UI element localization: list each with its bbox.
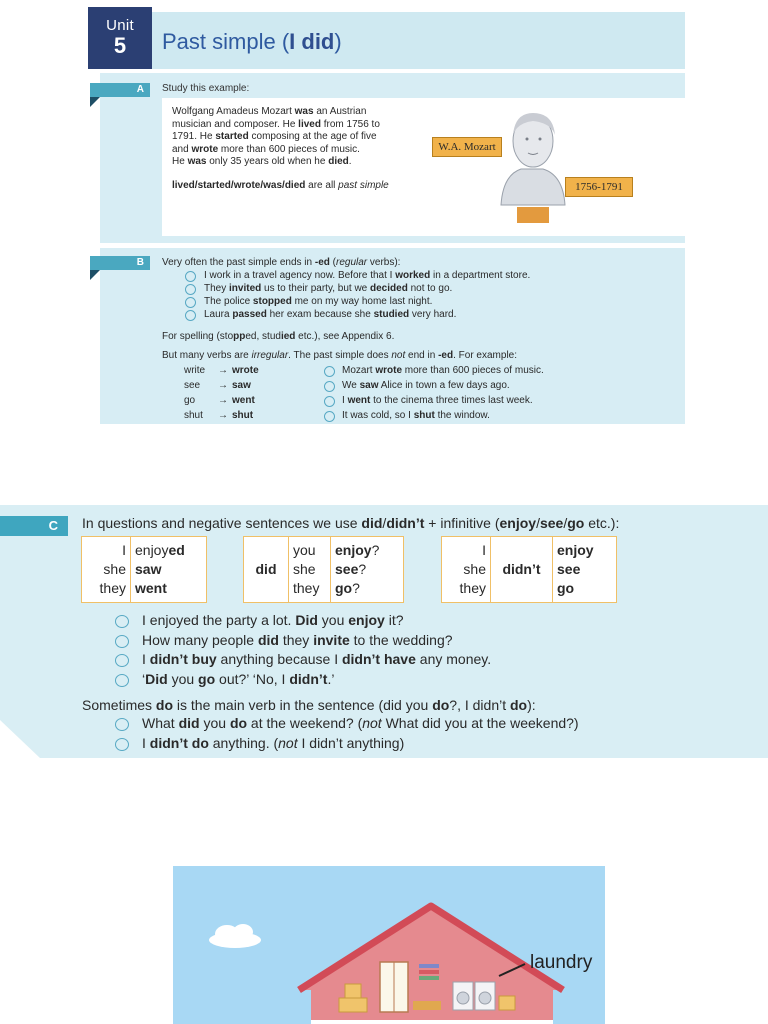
verb-base: see: [184, 380, 201, 391]
section-b-intro: Very often the past simple ends in -ed (regular verbs):: [162, 257, 401, 268]
subjects-column: [82, 537, 130, 602]
house-illustration: [173, 866, 605, 1024]
bust-eye-right: [539, 138, 542, 141]
section-a-tab: A: [90, 83, 150, 97]
regular-example-item: I work in a travel agency now. Before that I worked in a department store.: [162, 269, 682, 282]
verb-base: go: [184, 395, 196, 406]
aux-column: [244, 537, 288, 602]
text-line: He was only 35 years old when he died.: [172, 156, 352, 167]
section-b-regular-verbs: [162, 256, 682, 321]
text-line: Wolfgang Amadeus Mozart was an Austrian: [172, 106, 367, 117]
irregular-verb-row: [184, 393, 544, 408]
mozart-name-plate: W.A. Mozart: [432, 137, 502, 157]
irregular-verb-list: [184, 363, 544, 423]
do-example-item: I didn’t do anything. (not I didn’t anything): [114, 734, 579, 754]
verb-example-sentence: We saw Alice in town a few days ago.: [322, 378, 510, 393]
do-examples-list: [114, 714, 579, 753]
aux-column: [490, 537, 552, 602]
shelf-item: [419, 970, 439, 974]
table-cell: they: [459, 580, 486, 596]
table-cell: enjoy: [557, 542, 594, 558]
regular-examples-list: [162, 269, 682, 321]
table-cell: she: [463, 561, 486, 577]
do-example-item: What did you do at the weekend? (not What did you at the weekend?): [114, 714, 579, 734]
irregular-note: But many verbs are irregular. The past simple does not end in -ed. For example:: [162, 350, 518, 361]
did-example-item: I didn’t buy anything because I didn’t have any money.: [114, 650, 491, 670]
verb-past: saw: [232, 380, 251, 391]
table-cell: see: [557, 561, 581, 577]
corner-shape: [0, 720, 40, 758]
section-c-tab: C: [0, 516, 68, 536]
regular-example-item: Laura passed her exam because she studied very hard.: [162, 308, 682, 321]
shelf: [413, 1001, 441, 1010]
verbs-column: [330, 537, 403, 602]
shelf-item: [419, 964, 439, 968]
section-c-intro: In questions and negative sentences we use did/didn’t + infinitive (enjoy/see/go etc.):: [82, 515, 620, 531]
text-line: and wrote more than 600 pieces of music.: [172, 143, 360, 155]
shelf-item: [419, 976, 439, 980]
table-cell: she: [293, 561, 316, 577]
table-verb: saw: [135, 561, 162, 577]
table-cell: you: [293, 542, 316, 558]
verbs-column: [552, 537, 616, 602]
regular-example-item: They invited us to their party, but we decided not to go.: [162, 282, 682, 295]
aux-didnt: didn’t: [502, 561, 541, 577]
mozart-example-text: [172, 106, 412, 169]
table-verb: see?: [335, 561, 367, 577]
unit-number: 5: [113, 33, 127, 58]
verb-example-sentence: Mozart wrote more than 600 pieces of music.: [322, 363, 544, 378]
verbs-column: [130, 537, 206, 602]
aux-did: did: [255, 561, 277, 577]
table-cell: I: [482, 542, 486, 558]
table-cell: I: [122, 542, 126, 558]
laundry-label: laundry: [530, 952, 593, 973]
table-verb: go?: [335, 580, 360, 596]
title-bold: I did: [289, 29, 335, 54]
unit-badge: [88, 7, 152, 69]
table-cell: they: [293, 580, 320, 596]
box: [345, 984, 361, 998]
text-line: 1791. He started composing at the age of five: [172, 131, 377, 142]
arrow-icon: →: [218, 410, 228, 421]
arrow-icon: →: [218, 365, 228, 376]
question-form-table: [243, 536, 404, 603]
verb-past: went: [232, 395, 255, 406]
positive-form-table: [81, 536, 207, 603]
verb-base: write: [184, 365, 206, 376]
verb-example-sentence: It was cold, so I shut the window.: [322, 408, 490, 423]
table-cell: go: [557, 580, 575, 596]
table-verb: enjoyed: [135, 542, 185, 558]
title-suffix: ): [334, 29, 342, 54]
table-cell: they: [99, 580, 126, 596]
subjects-column: [288, 537, 330, 602]
mozart-bust-illustration: [495, 105, 570, 225]
did-examples-list: [114, 611, 491, 689]
regular-example-item: The police stopped me on my way home last night.: [162, 295, 682, 308]
arrow-icon: →: [218, 380, 228, 391]
irregular-verb-row: [184, 363, 544, 378]
unit-label: Unit: [106, 17, 134, 34]
negative-form-table: [441, 536, 617, 603]
verb-past: wrote: [232, 365, 259, 376]
washing-machine-door: [457, 992, 469, 1004]
did-example-item: How many people did they invite to the wedding?: [114, 631, 491, 651]
panel-corner-cut: [0, 720, 40, 760]
table-verb: went: [135, 580, 167, 596]
section-a-summary: lived/started/wrote/was/died are all past simple: [172, 180, 389, 191]
box: [499, 996, 515, 1010]
bust-pedestal: [517, 207, 549, 223]
verb-past: shut: [232, 410, 254, 421]
page-title: [162, 29, 342, 55]
section-b-tab: B: [90, 256, 150, 270]
bust-eye-left: [526, 138, 529, 141]
verb-example-sentence: I went to the cinema three times last week.: [322, 393, 533, 408]
irregular-verb-row: [184, 378, 544, 393]
table-cell: she: [103, 561, 126, 577]
did-example-item: I enjoyed the party a lot. Did you enjoy it?: [114, 611, 491, 631]
subjects-column: [442, 537, 490, 602]
text-line: musician and composer. He lived from 1756 to: [172, 118, 380, 130]
do-main-verb-note: Sometimes do is the main verb in the sentence (did you do?, I didn’t do):: [82, 697, 536, 713]
box: [339, 998, 367, 1012]
section-a-intro: Study this example:: [162, 83, 250, 94]
did-example-item: ‘Did you go out?’ ‘No, I didn’t.’: [114, 670, 491, 690]
floor-line: [311, 1020, 553, 1024]
bust-shoulders: [501, 169, 565, 205]
irregular-verb-row: [184, 408, 544, 423]
verb-base: shut: [184, 410, 203, 421]
title-prefix: Past simple (: [162, 29, 290, 54]
arrow-icon: →: [218, 395, 228, 406]
dryer-door: [479, 992, 491, 1004]
mozart-dates-plate: 1756-1791: [565, 177, 633, 197]
spelling-note: For spelling (stopped, studied etc.), see Appendix 6.: [162, 331, 395, 342]
table-verb: enjoy?: [335, 542, 380, 558]
